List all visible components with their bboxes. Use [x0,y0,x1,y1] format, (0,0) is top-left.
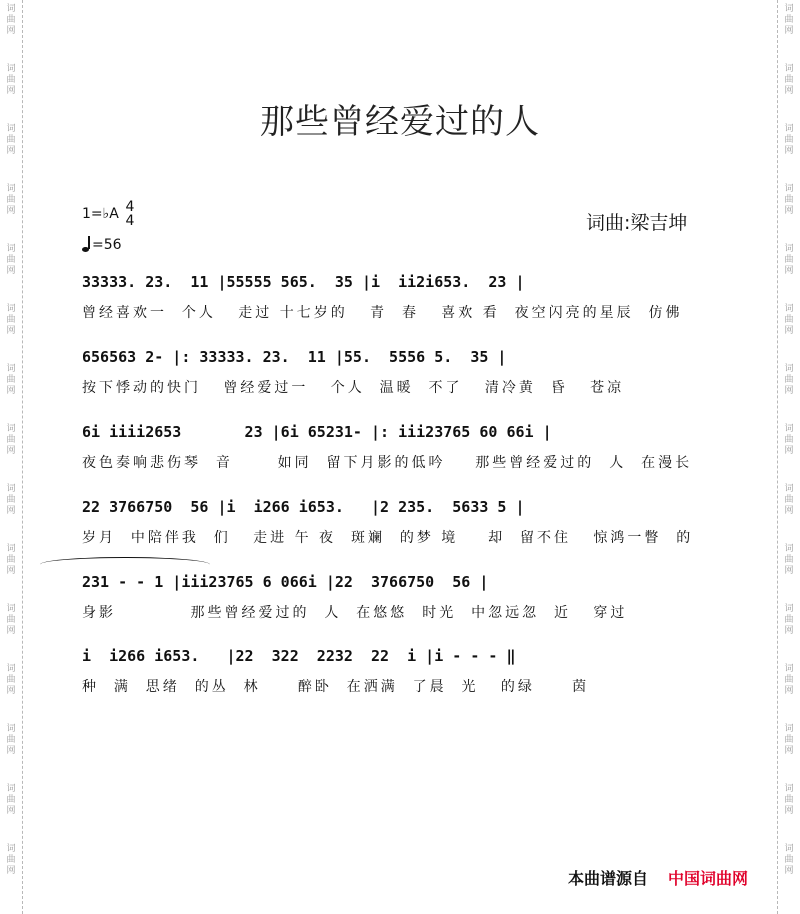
watermark-text: 词 曲 网 [784,484,794,516]
watermark-text: 词 曲 网 [6,64,16,96]
watermark-text: 词 曲 网 [784,784,794,816]
watermark-text: 词 曲 网 [6,604,16,636]
watermark-text: 词 曲 网 [6,664,16,696]
notation-line: 231 - - 1 |iii23765 6 066i |22 3766750 56 | [82,573,489,591]
lyrics-line: 夜色奏响悲伤琴 音 如同 留下月影的低吟 那些曾经爱过的 人 在漫长 [82,455,693,471]
watermark-text: 词 曲 网 [784,64,794,96]
score-row [82,572,722,632]
watermark-text: 词 曲 网 [784,124,794,156]
watermark-text: 词 曲 网 [6,364,16,396]
watermark-text: 词 曲 网 [6,304,16,336]
lyrics-line: 种 满 思绪 的丛 林 醉卧 在洒满 了晨 光 的绿 茵 [82,679,590,695]
watermark-text: 词 曲 网 [6,844,16,876]
time-signature-top: 4 [125,199,135,215]
watermark-text: 词 曲 网 [6,184,16,216]
watermark-text: 词 曲 网 [6,244,16,276]
lyrics-line: 曾经喜欢一 个人 走过 十七岁的 青 春 喜欢 看 夜空闪亮的星辰 仿佛 [82,305,683,321]
song-title: 那些曾经爱过的人 [260,102,540,142]
watermark-text: 词 曲 网 [6,544,16,576]
score-row [82,422,722,482]
watermark-text: 词 曲 网 [6,4,16,36]
notation-line: 33333. 23. 11 |55555 565. 35 |i ii2i653. 23 | [82,273,525,291]
quarter-note-icon [82,236,92,252]
tempo-value: =56 [92,237,122,253]
watermark-text: 词 曲 网 [784,664,794,696]
watermark-text: 词 曲 网 [784,544,794,576]
watermark-text: 词 曲 网 [784,184,794,216]
watermark-text: 词 曲 网 [6,724,16,756]
key-signature: 1=♭A [82,206,119,222]
watermark-text: 词 曲 网 [784,724,794,756]
source-footer [568,866,748,889]
lyrics-line: 岁月 中陪伴我 们 走进 午 夜 斑斓 的梦 境 却 留不住 惊鸿一瞥 的 [82,530,694,546]
watermark-text: 词 曲 网 [784,244,794,276]
notation-line: 6i iiii2653 23 |6i 65231- |: iii23765 60 66i | [82,423,552,441]
watermark-text: 词 曲 网 [784,364,794,396]
watermark-text: 词 曲 网 [6,424,16,456]
notation-line: 656563 2- |: 33333. 23. 11 |55. 5556 5. 35 | [82,348,507,366]
notation-line: i i266 i653. |22 322 2232 22 i |i - - - ‖ [82,647,516,665]
watermark-text: 词 曲 网 [6,124,16,156]
tempo-marking [82,236,122,253]
lyrics-line: 按下悸动的快门 曾经爱过一 个人 温暖 不了 清冷黄 昏 苍凉 [82,380,625,396]
time-signature [124,200,136,228]
composer-credit: 词曲:梁吉坤 [586,212,688,234]
watermark-text: 词 曲 网 [784,4,794,36]
watermark-text: 词 曲 网 [784,424,794,456]
score-row [82,347,722,407]
source-label: 本曲谱源自 [568,869,649,888]
watermark-text: 词 曲 网 [6,484,16,516]
watermark-text: 词 曲 网 [784,844,794,876]
score-row [82,497,722,557]
score-row [82,272,722,332]
brand-link[interactable]: 中国词曲网 [668,869,749,888]
lyrics-line: 身影 那些曾经爱过的 人 在悠悠 时光 中忽远忽 近 穿过 [82,605,628,621]
watermark-text: 词 曲 网 [784,304,794,336]
score-row [82,646,722,706]
watermark-text: 词 曲 网 [784,604,794,636]
notation-line: 22 3766750 56 |i i266 i653. |2 235. 5633 5 | [82,498,525,516]
tie-slur [40,557,210,572]
watermark-text: 词 曲 网 [6,784,16,816]
time-signature-bottom: 4 [125,213,135,229]
